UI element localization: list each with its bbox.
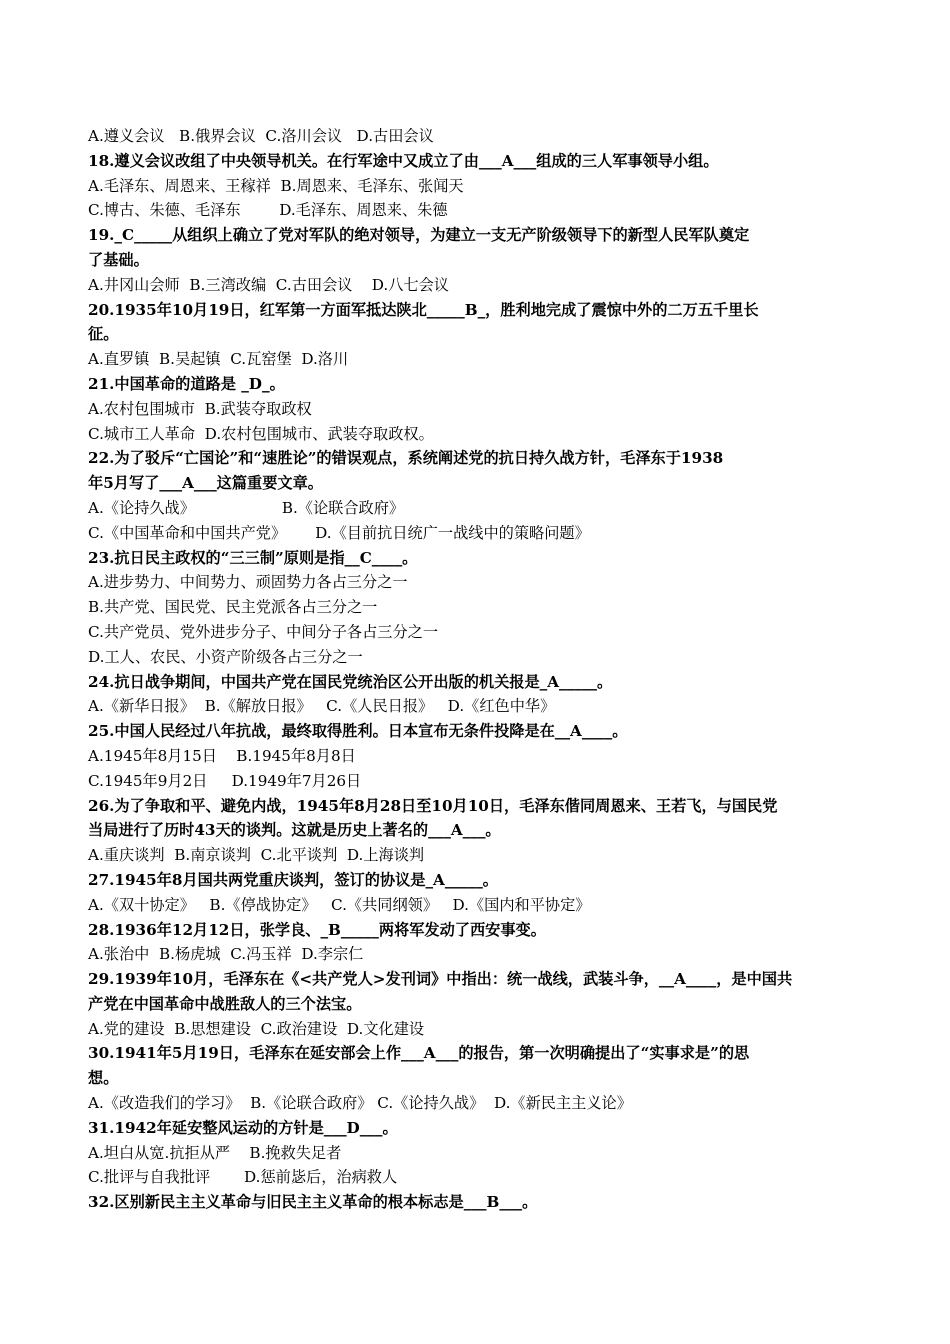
option-line: C.博古、朱德、毛泽东 D.毛泽东、周恩来、朱德 (88, 201, 448, 220)
option-line: C.城市工人革命 D.农村包围城市、武装夺取政权。 (88, 424, 434, 443)
option-line: A.进步势力、中间势力、顽固势力各占三分之一 (88, 573, 408, 592)
question-line: 29.1939年10月，毛泽东在《<共产党人>发刊词》中指出：统一战线，武装斗争，__A____，是中国共 (88, 970, 793, 989)
question-line: 想。 (88, 1069, 119, 1088)
question-line: 23.抗日民主政权的“三三制”原则是指__C____。 (88, 548, 418, 567)
option-line: C.批评与自我批评 D.惩前毖后，治病救人 (88, 1168, 398, 1187)
option-line: A.《双十协定》 B.《停战协定》 C.《共同纲领》 D.《国内和平协定》 (88, 895, 591, 914)
question-line: 18.遵义会议改组了中央领导机关。在行军途中又成立了由___A___组成的三人军事领导小组。 (88, 151, 719, 170)
question-line: 32.区别新民主主义革命与旧民主主义革命的根本标志是___B___。 (88, 1193, 538, 1212)
question-line: 31.1942年延安整风运动的方针是___D___。 (88, 1118, 398, 1137)
option-line: A.1945年8月15日 B.1945年8月8日 (88, 746, 356, 765)
option-line: A.《新华日报》 B.《解放日报》 C.《人民日报》 D.《红色中华》 (88, 697, 556, 716)
option-line: A.毛泽东、周恩来、王稼祥 B.周恩来、毛泽东、张闻天 (88, 176, 464, 195)
question-line: 22.为了驳斥“亡国论”和“速胜论”的错误观点，系统阐述党的抗日持久战方针，毛泽东于1938 (88, 449, 724, 468)
question-line: 24.抗日战争期间，中国共产党在国民党统治区公开出版的机关报是_A_____。 (88, 672, 613, 691)
question-line: 21.中国革命的道路是 _D_。 (88, 374, 285, 393)
option-line: C.《中国革命和中国共产党》 D.《目前抗日统广一战线中的策略问题》 (88, 523, 590, 542)
question-line: 征。 (88, 325, 119, 344)
option-line: A.张治中 B.杨虎城 C.冯玉祥 D.李宗仁 (88, 945, 364, 964)
question-line: 了基础。 (88, 250, 149, 269)
option-line: A.井冈山会师 B.三湾改编 C.古田会议 D.八七会议 (88, 275, 449, 294)
question-line: 30.1941年5月19日，毛泽东在延安部会上作___A___的报告，第一次明确提出了“实事求是”的思 (88, 1044, 750, 1063)
option-line: A.党的建设 B.思想建设 C.政治建设 D.文化建设 (88, 1019, 425, 1038)
option-line: A.农村包围城市 B.武装夺取政权 (88, 399, 312, 418)
option-line: A.《论持久战》 B.《论联合政府》 (88, 498, 405, 517)
question-line: 20.1935年10月19日，红军第一方面军抵达陕北_____B_，胜利地完成了震惊中外的二万五千里长 (88, 300, 759, 319)
question-line: 当局进行了历时43天的谈判。这就是历史上著名的___A___。 (88, 821, 501, 840)
option-line: A.重庆谈判 B.南京谈判 C.北平谈判 D.上海谈判 (88, 846, 425, 865)
option-line: C.共产党员、党外进步分子、中间分子各占三分之一 (88, 622, 439, 641)
option-line: A.坦白从宽.抗拒从严 B.挽救失足者 (88, 1143, 342, 1162)
question-line: 28.1936年12月12日，张学良、_B_____两将军发动了西安事变。 (88, 920, 546, 939)
question-line: 26.为了争取和平、避免内战，1945年8月28日至10月10日，毛泽东偕同周恩来、王若飞，与国民党 (88, 796, 778, 815)
option-line: B.共产党、国民党、民主党派各占三分之一 (88, 598, 378, 617)
question-line: 19._C_____从组织上确立了党对军队的绝对领导，为建立一支无产阶级领导下的新型人民军队奠定 (88, 226, 750, 245)
question-line: 25.中国人民经过八年抗战，最终取得胜利。日本宣布无条件投降是在__A____。 (88, 722, 628, 741)
option-line: A.《改造我们的学习》 B.《论联合政府》 C.《论持久战》 D.《新民主主义论》 (88, 1094, 632, 1113)
option-line: A.遵义会议 B.俄界会议 C.洛川会议 D.古田会议 (88, 127, 434, 145)
option-line: A.直罗镇 B.吴起镇 C.瓦窑堡 D.洛川 (88, 350, 349, 369)
option-line: D.工人、农民、小资产阶级各占三分之一 (88, 647, 363, 666)
question-line: 年5月写了___A___这篇重要文章。 (88, 474, 323, 493)
question-line: 产党在中国革命中战胜敌人的三个法宝。 (88, 994, 362, 1013)
document-page (88, 124, 868, 1215)
option-line: C.1945年9月2日 D.1949年7月26日 (88, 771, 362, 790)
question-line: 27.1945年8月国共两党重庆谈判，签订的协议是_A_____。 (88, 870, 498, 889)
